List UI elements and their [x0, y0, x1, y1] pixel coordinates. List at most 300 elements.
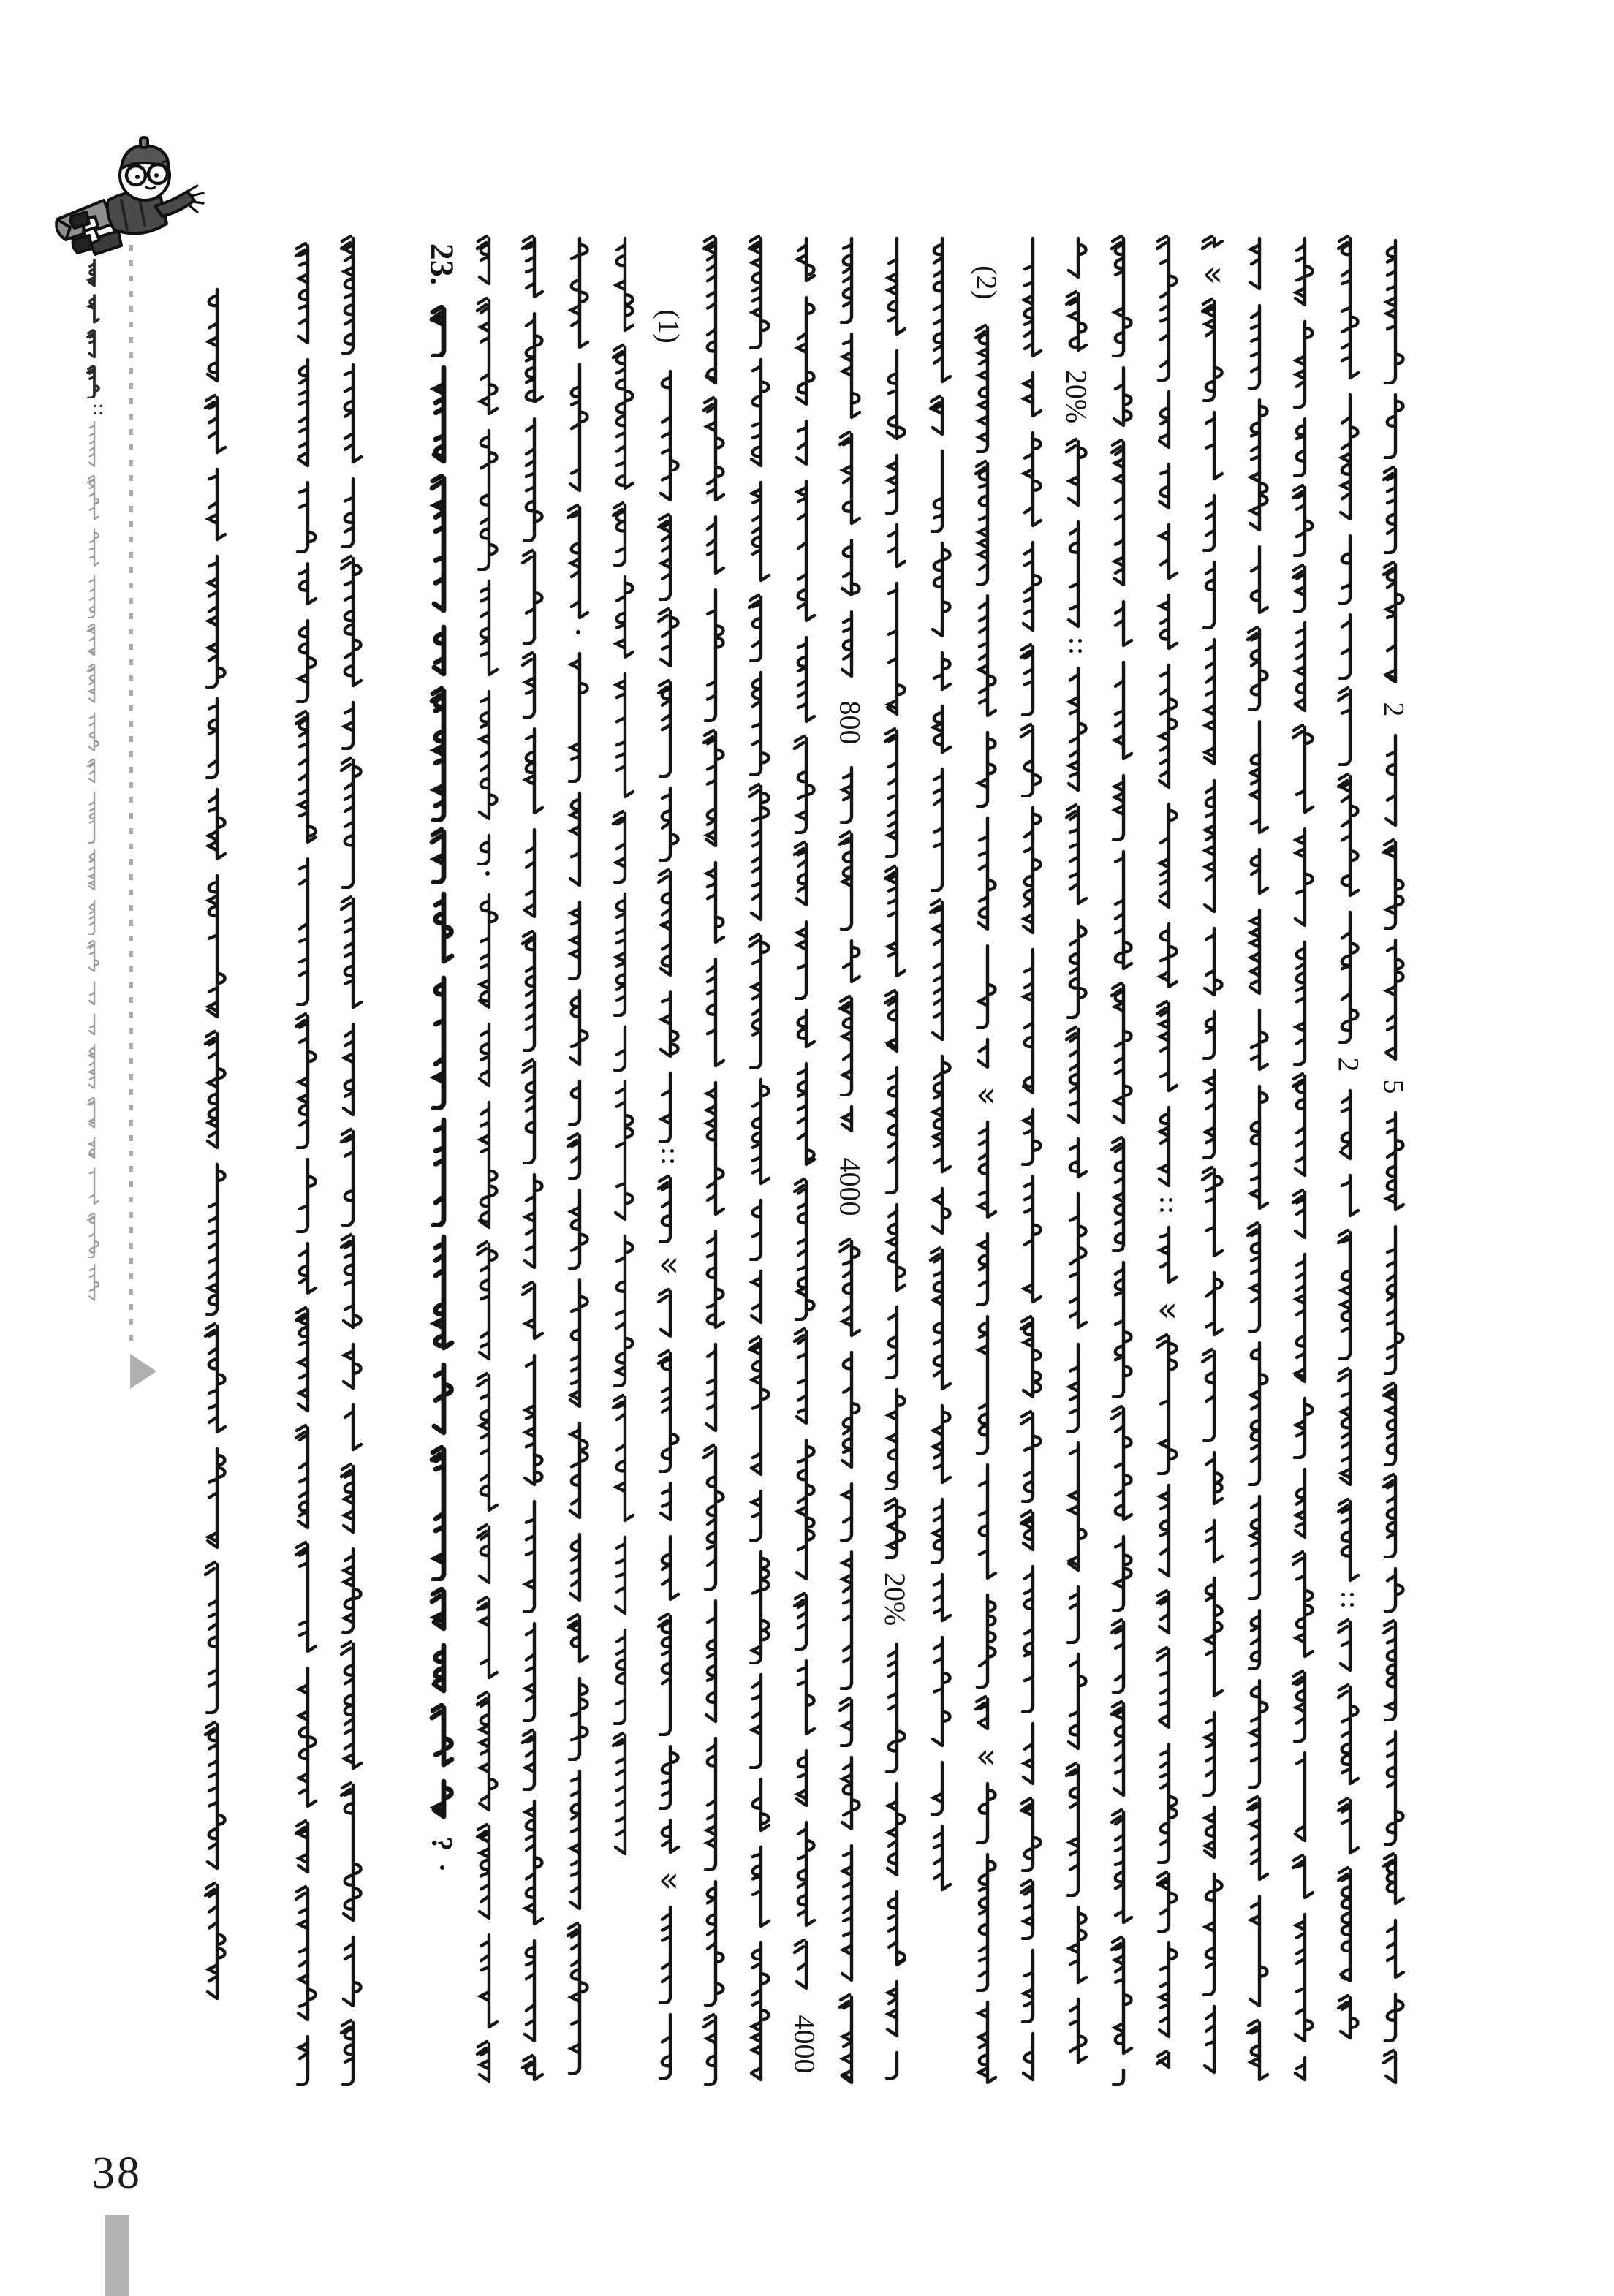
- text-column: [1374, 236, 1414, 2091]
- script-word: [1192, 491, 1233, 552]
- script-word: [1147, 1645, 1188, 1734]
- script-word: [286, 1819, 327, 1879]
- script-word: [966, 1850, 1007, 1992]
- text-column: [1147, 234, 1188, 2091]
- script-word: [331, 1933, 372, 2012]
- script-word: [1192, 1574, 1233, 1702]
- script-word: [467, 831, 508, 865]
- script-word: [784, 633, 825, 728]
- script-word: [784, 1656, 825, 1740]
- script-word: [1283, 414, 1324, 477]
- script-word: [1102, 658, 1143, 765]
- script-word: [1283, 723, 1324, 819]
- script-word: [966, 1779, 1007, 1844]
- script-word: [82, 663, 105, 706]
- script-word: [875, 1385, 916, 1490]
- script-word: [422, 363, 463, 468]
- script-word: [603, 1232, 644, 1387]
- script-word: [558, 1276, 599, 1413]
- script-word: [1192, 776, 1233, 918]
- script-word: [1283, 563, 1324, 613]
- script-word: [422, 623, 463, 681]
- script-word: [1056, 1761, 1097, 1897]
- script-word: [286, 241, 327, 349]
- script-word: [739, 1075, 780, 1190]
- script-word: [467, 234, 508, 290]
- script-word: [648, 1069, 689, 1143]
- script-word: [966, 591, 1007, 722]
- script-word: [1056, 234, 1097, 284]
- script-word: [422, 1445, 463, 1581]
- script-word: [784, 1938, 825, 1995]
- script-word: [82, 365, 105, 398]
- script-word: [1056, 1189, 1097, 1334]
- script-word: [195, 285, 236, 387]
- script-word: [331, 360, 372, 469]
- script-word: [1192, 1007, 1233, 1060]
- inline-number: [875, 1565, 916, 1632]
- script-word: [512, 548, 553, 645]
- script-word: [331, 234, 372, 355]
- script-word: [286, 1012, 327, 1149]
- script-word: [558, 1132, 599, 1180]
- script-word: [286, 855, 327, 1006]
- script-word: [694, 512, 735, 580]
- text-column: [1102, 234, 1143, 2091]
- script-word: [648, 1903, 689, 2004]
- script-word: [603, 670, 644, 803]
- script-word: [1011, 1719, 1052, 1790]
- sidebar-tip-note: [82, 258, 115, 1308]
- mongolian-colon: [1147, 1198, 1188, 1216]
- script-word: [1328, 390, 1369, 526]
- script-word: [331, 1401, 372, 1456]
- script-word: [830, 936, 871, 988]
- script-word: [1192, 1516, 1233, 1568]
- script-word: [1374, 838, 1414, 930]
- script-word: [1374, 1852, 1414, 1910]
- script-word: [1011, 945, 1052, 1099]
- script-word: [1283, 1465, 1324, 1544]
- script-word: [1011, 368, 1052, 423]
- inline-number: [784, 2001, 825, 2087]
- script-word: [1283, 234, 1324, 311]
- script-word: [603, 501, 644, 567]
- script-word: [1147, 1740, 1188, 1864]
- script-word: [1102, 847, 1143, 975]
- script-word: [82, 711, 105, 754]
- script-word: [603, 890, 644, 1017]
- script-word: [1011, 1409, 1052, 1503]
- script-word: [694, 234, 735, 390]
- script-word: [195, 1322, 236, 1439]
- script-word: [739, 593, 780, 662]
- script-word: [512, 1797, 553, 1931]
- script-word: [966, 323, 1007, 453]
- script-word: [648, 367, 689, 507]
- script-word: [1192, 1448, 1233, 1510]
- script-word: [830, 1753, 871, 1835]
- script-word: [1374, 1990, 1414, 2042]
- script-word: [648, 678, 689, 778]
- script-word: [1283, 483, 1324, 557]
- script-word: [1238, 717, 1278, 839]
- script-word: [558, 1921, 599, 2075]
- title-quote-mark: «: [975, 1075, 997, 1114]
- script-word: [1328, 1171, 1369, 1222]
- script-word: [1328, 1497, 1369, 1587]
- script-word: [830, 763, 871, 824]
- script-word: [1374, 936, 1414, 1066]
- script-word: [1238, 1221, 1278, 1333]
- script-word: [1056, 437, 1097, 512]
- script-word: [1147, 1481, 1188, 1583]
- script-word: [784, 917, 825, 1000]
- script-word: [422, 305, 463, 357]
- script-word: [82, 574, 105, 618]
- script-word: [512, 1497, 553, 1613]
- script-word: [467, 687, 508, 825]
- script-word: [1283, 1748, 1324, 1847]
- inline-number: [422, 1829, 463, 1858]
- script-word: [1238, 1006, 1278, 1076]
- script-word: [1011, 803, 1052, 939]
- script-word: [1328, 531, 1369, 605]
- script-word: [1238, 395, 1278, 537]
- script-word: [512, 234, 553, 303]
- script-word: [558, 1613, 599, 1668]
- script-word: [82, 1262, 105, 1304]
- script-word: [1147, 1588, 1188, 1640]
- script-word: [1056, 289, 1097, 357]
- mongolian-colon: [1328, 1593, 1369, 1610]
- script-word: [920, 1822, 961, 1896]
- script-word: [648, 1816, 689, 1859]
- text-column: [875, 234, 916, 2091]
- script-word: [648, 1612, 689, 1736]
- script-word: [1147, 591, 1188, 655]
- script-word: [1147, 234, 1188, 382]
- script-word: [82, 980, 105, 1008]
- script-word: [739, 668, 780, 776]
- mongolian-colon: [648, 1149, 689, 1167]
- script-word: [1011, 2029, 1052, 2086]
- script-word: [1238, 625, 1278, 711]
- script-word: [286, 1155, 327, 1233]
- script-word: [1011, 1878, 1052, 1940]
- number-text: 20%: [879, 1572, 912, 1626]
- script-word: [82, 1136, 105, 1162]
- script-word: [1147, 1103, 1188, 1192]
- script-word: [467, 1020, 508, 1092]
- script-word: [1238, 1676, 1278, 1789]
- script-word: [1374, 1222, 1414, 1375]
- script-word: [1192, 924, 1233, 1001]
- number-text: 4000: [788, 2015, 822, 2073]
- script-word: [512, 929, 553, 1052]
- title-quote-mark: «: [658, 1244, 680, 1284]
- script-word: [648, 988, 689, 1063]
- text-column: [966, 249, 1007, 2091]
- title-quote-mark: «: [658, 1860, 680, 1899]
- script-word: [1147, 387, 1188, 454]
- script-word: [603, 1731, 644, 1860]
- script-word: [603, 572, 644, 664]
- script-word: [422, 686, 463, 822]
- script-word: [920, 648, 961, 696]
- script-word: [1283, 317, 1324, 409]
- script-word: [603, 1393, 644, 1527]
- script-word: [1238, 1492, 1278, 1600]
- script-word: [1192, 1870, 1233, 1996]
- script-word: [512, 2053, 553, 2086]
- script-word: [1374, 560, 1414, 689]
- script-word: [1374, 390, 1414, 459]
- script-word: [966, 941, 1007, 1029]
- script-word: [82, 790, 105, 844]
- script-word: [875, 864, 916, 982]
- script-word: [1147, 999, 1188, 1097]
- script-word: [966, 1230, 1007, 1306]
- number-text: 5: [1377, 1079, 1411, 1094]
- script-word: [1328, 908, 1369, 1044]
- script-word: [920, 898, 961, 1046]
- script-word: [1147, 1223, 1188, 1289]
- script-word: [82, 1012, 105, 1038]
- script-word: [1056, 518, 1097, 633]
- script-word: [1102, 1618, 1143, 1694]
- script-word: [603, 1077, 644, 1226]
- number-text: (1): [652, 308, 686, 344]
- script-word: [1056, 1583, 1097, 1644]
- script-word: [784, 1591, 825, 1651]
- script-word: [603, 1626, 644, 1725]
- script-word: [875, 1496, 916, 1559]
- script-word: [512, 1936, 553, 2047]
- script-word: [1102, 1258, 1143, 1398]
- script-word: [1102, 438, 1143, 591]
- script-word: [830, 1348, 871, 1474]
- script-word: [784, 840, 825, 912]
- script-word: [966, 1312, 1007, 1455]
- script-word: [82, 329, 105, 360]
- script-word: [1283, 1910, 1324, 2047]
- script-word: [1056, 1439, 1097, 1577]
- script-word: [1192, 1268, 1233, 1341]
- script-word: [603, 809, 644, 884]
- script-word: [1328, 1366, 1369, 1491]
- script-word: [648, 784, 689, 862]
- text-column: [286, 241, 327, 2091]
- script-word: [784, 1177, 825, 1321]
- script-word: [467, 1595, 508, 1684]
- script-word: [784, 1746, 825, 1812]
- script-word: [694, 955, 735, 1072]
- script-word: [648, 1532, 689, 1606]
- script-word: [784, 1436, 825, 1585]
- script-word: [830, 1102, 871, 1137]
- script-word: [966, 814, 1007, 936]
- number-text: 2: [1332, 1057, 1365, 1072]
- script-word: [920, 1184, 961, 1240]
- script-word: [648, 868, 689, 982]
- number-text: 2: [1377, 702, 1411, 716]
- script-word: [1056, 803, 1097, 910]
- script-word: [1102, 1404, 1143, 1526]
- title-quote-mark: «: [1156, 1289, 1178, 1329]
- script-word: [966, 1035, 1007, 1074]
- script-word: [512, 825, 553, 923]
- script-word: [875, 520, 916, 573]
- script-word: [603, 234, 644, 337]
- script-word: [966, 728, 1007, 808]
- inline-number: [1056, 363, 1097, 430]
- script-word: [195, 694, 236, 779]
- script-word: [1374, 1727, 1414, 1846]
- script-word: [1102, 1532, 1143, 1612]
- script-word: [1147, 520, 1188, 585]
- script-word: [694, 1340, 735, 1437]
- script-word: [1238, 542, 1278, 619]
- script-word: [512, 309, 553, 409]
- script-word: [1011, 1105, 1052, 1166]
- script-word: [422, 1587, 463, 1635]
- script-word: [739, 1196, 780, 1261]
- script-word: [1011, 1172, 1052, 1308]
- script-word: [286, 478, 327, 553]
- text-column: [422, 230, 463, 1901]
- script-word: [422, 1703, 463, 1771]
- script-word: [1147, 661, 1188, 794]
- script-word: [558, 1419, 599, 1524]
- script-word: [694, 1227, 735, 1334]
- script-word: [558, 503, 599, 624]
- script-word: [1238, 1795, 1278, 1886]
- script-word: [467, 890, 508, 1014]
- script-word: [558, 234, 599, 354]
- text-column: [1328, 234, 1369, 2091]
- script-word: [966, 1694, 1007, 1735]
- script-word: [1056, 1903, 1097, 1989]
- script-word: [195, 1160, 236, 1316]
- script-word: [195, 1444, 236, 1554]
- script-word: [82, 258, 105, 289]
- script-word: [784, 1006, 825, 1053]
- script-word: [1192, 1803, 1233, 1864]
- script-word: [467, 2039, 508, 2088]
- script-word: [648, 1349, 689, 1473]
- script-word: [467, 1690, 508, 1816]
- script-word: [784, 417, 825, 471]
- script-word: [1328, 1796, 1369, 1860]
- script-word: [1283, 1394, 1324, 1459]
- script-word: [1192, 1708, 1233, 1797]
- script-word: [694, 1443, 735, 1591]
- script-word: [331, 756, 372, 889]
- script-word: [82, 898, 105, 936]
- script-word: [82, 758, 105, 786]
- script-word: [1102, 1700, 1143, 1802]
- script-word: [286, 709, 327, 849]
- script-word: [1147, 460, 1188, 515]
- script-word: [920, 1052, 961, 1178]
- script-word: [1374, 1381, 1414, 1466]
- script-word: [1328, 686, 1369, 766]
- script-word: [512, 414, 553, 542]
- script-word: [830, 430, 871, 530]
- script-word: [82, 848, 105, 893]
- script-word: [784, 734, 825, 834]
- script-word: [331, 1340, 372, 1395]
- text-column: [830, 234, 871, 2091]
- script-word: [512, 1728, 553, 1791]
- script-word: [286, 1540, 327, 1658]
- script-word: [830, 1547, 871, 1690]
- script-word: [422, 1641, 463, 1697]
- script-word: [920, 1633, 961, 1752]
- script-word: [830, 536, 871, 602]
- number-text: 23.: [423, 243, 461, 285]
- script-word: [830, 830, 871, 931]
- script-word: [558, 649, 599, 783]
- script-word: [1011, 1946, 1052, 2023]
- script-word: [195, 1560, 236, 1714]
- script-word: [1328, 610, 1369, 680]
- script-word: [1328, 1618, 1369, 1677]
- text-column: [1056, 234, 1097, 2091]
- script-word: [1056, 1340, 1097, 1433]
- script-word: [739, 1939, 780, 2086]
- script-word: [875, 451, 916, 515]
- text-column: [920, 234, 961, 1901]
- script-word: [195, 785, 236, 865]
- script-word: [467, 296, 508, 420]
- number-text: ?: [425, 1836, 459, 1851]
- script-word: [1374, 1472, 1414, 1558]
- script-word: [648, 1287, 689, 1343]
- script-word: [1283, 618, 1324, 717]
- script-word: [694, 858, 735, 949]
- script-word: [467, 1240, 508, 1365]
- text-column: [1238, 234, 1278, 2091]
- script-word: [331, 1462, 372, 1539]
- script-word: [966, 459, 1007, 586]
- script-word: [82, 1096, 105, 1131]
- script-word: [1056, 1025, 1097, 1129]
- script-word: [1147, 800, 1188, 914]
- script-word: [467, 1098, 508, 1234]
- script-word: [82, 1042, 105, 1092]
- script-word: [422, 474, 463, 617]
- script-word: [286, 1884, 327, 2026]
- script-word: [82, 420, 105, 470]
- script-word: [1147, 1939, 1188, 2043]
- script-word: [286, 355, 327, 472]
- script-word: [648, 512, 689, 601]
- script-word: [467, 1822, 508, 1925]
- script-word: [1011, 428, 1052, 532]
- text-column: [1283, 234, 1324, 2091]
- script-word: [830, 1841, 871, 1987]
- script-word: [1374, 2048, 1414, 2089]
- script-word: [286, 616, 327, 703]
- script-word: [1102, 597, 1143, 652]
- script-word: [875, 234, 916, 341]
- script-word: [603, 1533, 644, 1620]
- script-word: [694, 728, 735, 852]
- script-word: [1328, 772, 1369, 902]
- script-word: [830, 1479, 871, 1542]
